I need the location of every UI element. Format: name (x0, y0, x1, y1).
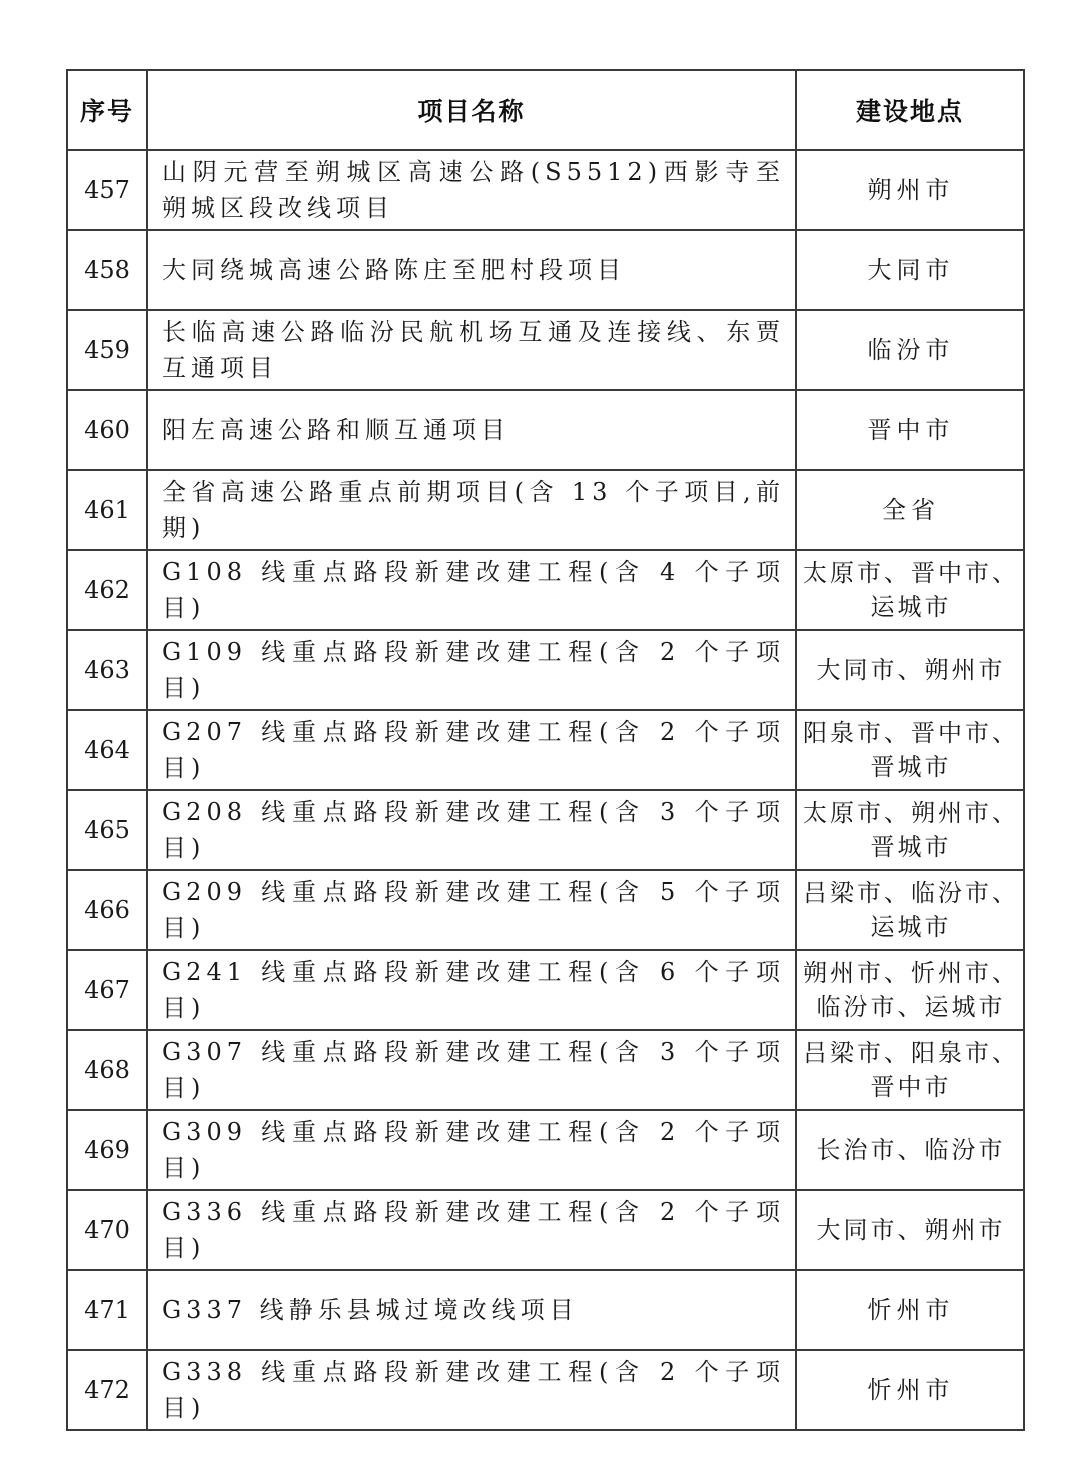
table-row (67, 950, 1024, 1030)
row-location: 大同市 (796, 230, 1024, 310)
row-serial-number: 467 (67, 950, 147, 1030)
row-serial-number: 459 (67, 310, 147, 390)
table-row (67, 390, 1024, 470)
row-serial-number: 466 (67, 870, 147, 950)
table-row (67, 470, 1024, 550)
table-row (67, 1270, 1024, 1350)
row-serial-number: 463 (67, 630, 147, 710)
table-row (67, 1110, 1024, 1190)
row-project-name: G241 线重点路段新建改建工程(含 6 个子项目) (147, 950, 796, 1030)
table-row (67, 1350, 1024, 1430)
row-project-name: G336 线重点路段新建改建工程(含 2 个子项目) (147, 1190, 796, 1270)
table-row (67, 710, 1024, 790)
table-row (67, 790, 1024, 870)
row-serial-number: 472 (67, 1350, 147, 1430)
row-location: 忻州市 (796, 1350, 1024, 1430)
header-construction-location: 建设地点 (796, 70, 1024, 150)
row-project-name: 阳左高速公路和顺互通项目 (147, 390, 796, 470)
row-serial-number: 458 (67, 230, 147, 310)
row-location: 太原市、晋中市、运城市 (796, 550, 1024, 630)
row-serial-number: 461 (67, 470, 147, 550)
row-serial-number: 457 (67, 150, 147, 230)
row-serial-number: 468 (67, 1030, 147, 1110)
row-serial-number: 462 (67, 550, 147, 630)
row-location: 晋中市 (796, 390, 1024, 470)
row-project-name: G208 线重点路段新建改建工程(含 3 个子项目) (147, 790, 796, 870)
row-project-name: G338 线重点路段新建改建工程(含 2 个子项目) (147, 1350, 796, 1430)
table-row (67, 230, 1024, 310)
row-location: 吕梁市、临汾市、运城市 (796, 870, 1024, 950)
row-location: 临汾市 (796, 310, 1024, 390)
table-row (67, 870, 1024, 950)
row-serial-number: 471 (67, 1270, 147, 1350)
table-row (67, 1030, 1024, 1110)
row-location: 朔州市 (796, 150, 1024, 230)
header-serial-number: 序号 (67, 70, 147, 150)
project-table (66, 69, 1025, 1431)
header-project-name: 项目名称 (147, 70, 796, 150)
table-row (67, 550, 1024, 630)
row-location: 长治市、临汾市 (796, 1110, 1024, 1190)
row-project-name: 长临高速公路临汾民航机场互通及连接线、东贾互通项目 (147, 310, 796, 390)
row-project-name: 大同绕城高速公路陈庄至肥村段项目 (147, 230, 796, 310)
row-project-name: G337 线静乐县城过境改线项目 (147, 1270, 796, 1350)
row-serial-number: 469 (67, 1110, 147, 1190)
row-location: 大同市、朔州市 (796, 1190, 1024, 1270)
row-serial-number: 470 (67, 1190, 147, 1270)
row-project-name: G207 线重点路段新建改建工程(含 2 个子项目) (147, 710, 796, 790)
table-row (67, 310, 1024, 390)
row-serial-number: 460 (67, 390, 147, 470)
row-project-name: G309 线重点路段新建改建工程(含 2 个子项目) (147, 1110, 796, 1190)
row-serial-number: 465 (67, 790, 147, 870)
row-location: 阳泉市、晋中市、晋城市 (796, 710, 1024, 790)
row-project-name: G307 线重点路段新建改建工程(含 3 个子项目) (147, 1030, 796, 1110)
table-row (67, 630, 1024, 710)
row-project-name: 全省高速公路重点前期项目(含 13 个子项目,前期) (147, 470, 796, 550)
table-header-row (67, 70, 1024, 150)
row-project-name: G109 线重点路段新建改建工程(含 2 个子项目) (147, 630, 796, 710)
table-row (67, 1190, 1024, 1270)
row-project-name: G108 线重点路段新建改建工程(含 4 个子项目) (147, 550, 796, 630)
row-location: 忻州市 (796, 1270, 1024, 1350)
row-location: 吕梁市、阳泉市、晋中市 (796, 1030, 1024, 1110)
row-serial-number: 464 (67, 710, 147, 790)
row-location: 全省 (796, 470, 1024, 550)
row-location: 大同市、朔州市 (796, 630, 1024, 710)
table-row (67, 150, 1024, 230)
row-project-name: 山阴元营至朔城区高速公路(S5512)西影寺至朔城区段改线项目 (147, 150, 796, 230)
row-location: 朔州市、忻州市、临汾市、运城市 (796, 950, 1024, 1030)
row-project-name: G209 线重点路段新建改建工程(含 5 个子项目) (147, 870, 796, 950)
row-location: 太原市、朔州市、晋城市 (796, 790, 1024, 870)
